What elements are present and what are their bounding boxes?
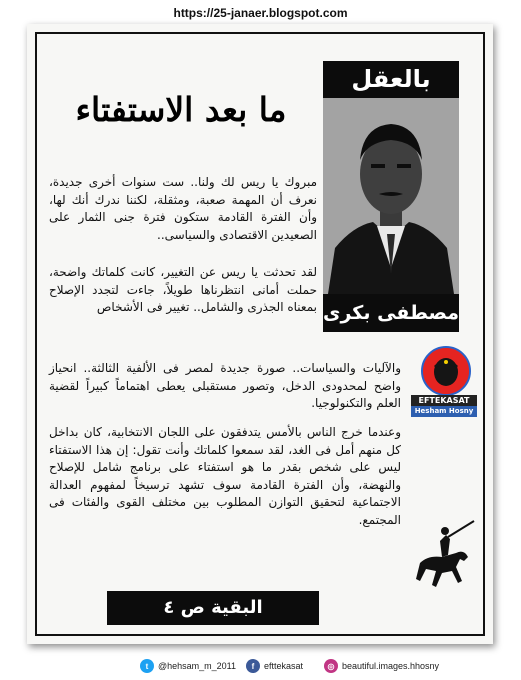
instagram-icon: ◎	[324, 659, 338, 673]
instagram-handle[interactable]	[324, 658, 439, 674]
facebook-handle[interactable]	[246, 658, 303, 674]
eftekasat-logo	[411, 346, 487, 416]
portrait-icon	[421, 346, 471, 396]
facebook-icon: f	[246, 659, 260, 673]
article-paragraph: والآليات والسياسات.. صورة جديدة لمصر فى الألفية الثالثة.. انحياز واضح لمحدودى الدخل، وتصور مستقبلى يعطى اهتماماً كبيراً لقضية العلم والتكنولوجيا.	[49, 361, 401, 411]
continued-on-page-label: البقية ص ٤	[107, 591, 319, 625]
article-paragraph: مبروك يا ريس لك ولنا.. ست سنوات أخرى جديدة، نعرف أن المهمة صعبة، ومثقلة، لكننا ندرك أنك لها، وأن الفترة القادمة ستكون فترة جنى الثمار على الصعيدين الاقتصادى والسياسى..	[49, 175, 317, 242]
author-photo	[323, 98, 459, 294]
article-paragraph: وعندما خرج الناس بالأمس يتدفقون على اللجان الانتخابية، كان بداخل كل منهم أمل فى الغد، لقد سمعوا كلماتك وأنت تقول: إن هذا الاستفتاء ليس على شخص بقدر ما هو استفتاء على برنامج شامل للإصلاح والنهضة، وأن الفترة القادمة سوف تشهد ترسيخاً لمفهوم العدالة الاجتماعية لتحقيق التوازن المطلوب بين مختلف القوى والفئات فى المجتمع.	[49, 425, 401, 527]
twitter-handle-text: @hehsam_m_2011	[158, 661, 237, 671]
instagram-handle-text: beautiful.images.hhosny	[342, 661, 440, 671]
source-url: https://25-janaer.blogspot.com	[173, 6, 348, 20]
horse-rider-icon	[412, 519, 482, 599]
logo-title: EFTEKASAT	[411, 395, 477, 406]
column-label: بالعقل	[323, 61, 459, 98]
logo-subtitle: Hesham Hosny	[411, 406, 477, 417]
headline: ما بعد الاستفتاء	[75, 90, 287, 129]
twitter-handle[interactable]	[140, 658, 236, 674]
twitter-icon: t	[140, 659, 154, 673]
newspaper-clipping	[27, 24, 493, 644]
facebook-handle-text: efttekasat	[264, 661, 304, 671]
author-name: مصطفى بكرى	[323, 294, 459, 332]
article-paragraph: لقد تحدثت يا ريس عن التغيير، كانت كلماتك واضحة، حملت أمانى انتظرناها طويلاً، جاءت لتجدد الإصلاح بمعناه الجذرى والشامل.. تغيير فى الأشخاص	[49, 265, 317, 315]
